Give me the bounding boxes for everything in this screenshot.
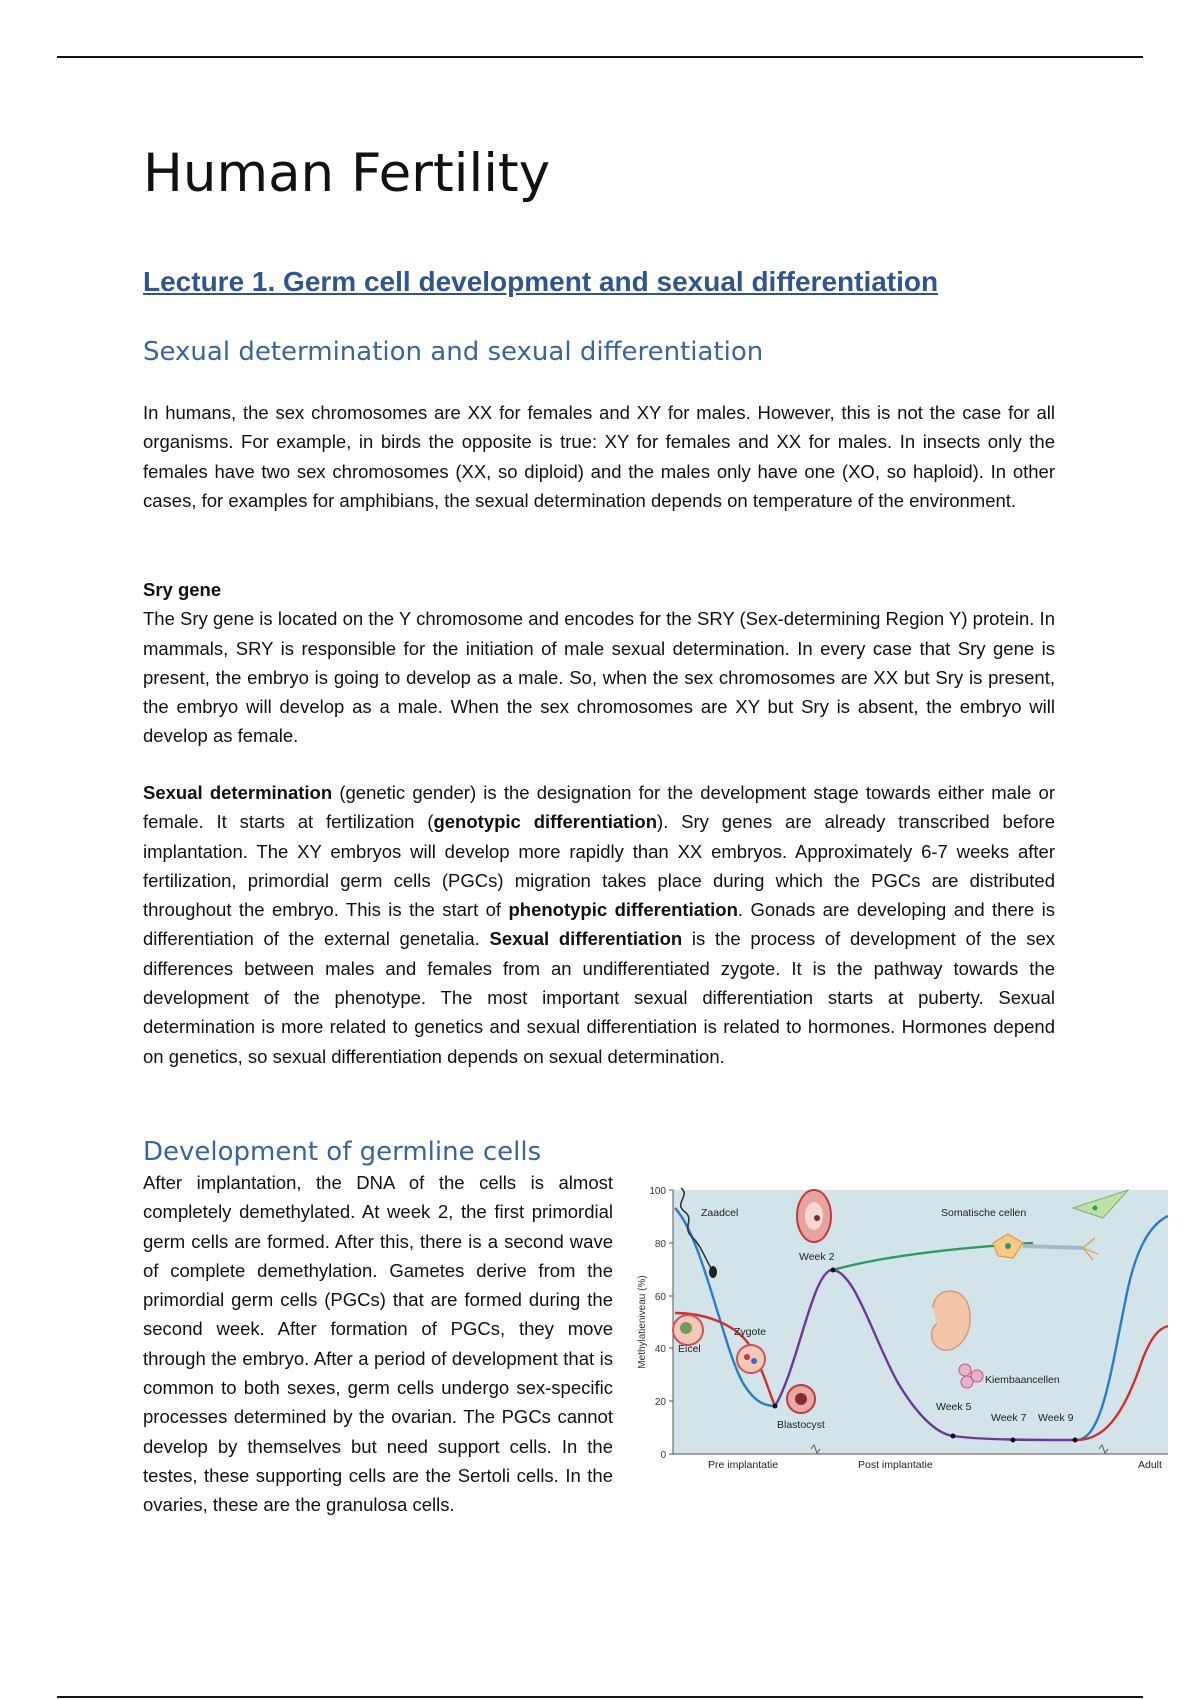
- blastocyst-illustration: [787, 1385, 815, 1413]
- egg-illustration: [673, 1315, 703, 1345]
- sry-paragraph: The Sry gene is located on the Y chromosome and encodes for the SRY (Sex-determining Region Y) protein. In mammals, SRY is responsible for the initiation of male sexual determination. In every case that Sry gene is present, the embryo is going to develop as a male. So, when the sex chromosomes are XX but Sry is present, the embryo will develop as a male. When the sex chromosomes are XY but Sry is absent, the embryo will develop as female.: [143, 608, 1055, 747]
- lecture-heading: Lecture 1. Germ cell development and sexual differentiation: [143, 266, 939, 297]
- label-week5: Week 5: [936, 1401, 972, 1413]
- label-pre-implantatie: Pre implantatie: [708, 1459, 779, 1471]
- label-week9: Week 9: [1038, 1412, 1074, 1424]
- label-week2: Week 2: [799, 1251, 835, 1263]
- term-sexual-differentiation: Sexual differentiation: [489, 928, 683, 950]
- methylation-figure: [633, 1168, 1168, 1480]
- header-rule: [57, 56, 1143, 58]
- label-post-implantatie: Post implantatie: [858, 1459, 933, 1471]
- y-axis-label: Methylatieniveau (%): [637, 1275, 648, 1369]
- y-tick-80: 80: [654, 1239, 666, 1250]
- y-tick-60: 60: [654, 1292, 666, 1303]
- determination-text-1: (genetic gender) is the designation for the development stage towards either male or female. It starts at fertilization (: [143, 782, 1055, 833]
- intro-paragraph: In humans, the sex chromosomes are XX for females and XY for males. However, this is not the case for all organisms. For example, in birds the opposite is true: XY for females and XX for males. In insects only the females have two sex chromosomes (XX, so diploid) and the males only have one (XO, so haploid). In other cases, for examples for amphibians, the sexual determination depends on temperature of the environment.: [143, 402, 1055, 511]
- term-sexual-determination: Sexual determination: [143, 782, 333, 803]
- sry-subheading: Sry gene: [143, 579, 222, 600]
- y-tick-0: 0: [660, 1450, 666, 1461]
- label-kiembaancellen: Kiembaancellen: [985, 1374, 1060, 1386]
- zygote-illustration: [737, 1345, 765, 1373]
- y-ticks: [669, 1190, 673, 1454]
- y-tick-100: 100: [649, 1186, 666, 1197]
- label-zygote: Zygote: [734, 1326, 767, 1338]
- document-title: Human Fertility: [143, 143, 551, 204]
- label-week7: Week 7: [991, 1412, 1027, 1424]
- term-genotypic-differentiation: genotypic differentiation: [433, 811, 658, 833]
- germline-section: [143, 1168, 1162, 1520]
- determination-paragraph: [143, 778, 1055, 1071]
- y-tick-20: 20: [654, 1397, 666, 1408]
- label-zaadcel: Zaadcel: [701, 1207, 739, 1219]
- label-adult: Adult: [1138, 1459, 1162, 1471]
- label-blastocyst: Blastocyst: [777, 1419, 825, 1431]
- label-eicel: Eicel: [678, 1343, 701, 1355]
- determination-text-3: . Gonads are developing and there is differentiation of the external genetalia.: [143, 899, 1055, 950]
- label-somatische-cellen: Somatische cellen: [941, 1207, 1027, 1219]
- y-tick-40: 40: [654, 1344, 666, 1355]
- determination-text-2: ). Sry genes are already transcribed before implantation. The XY embryos will develop more rapidly than XX embryos. Approximately 6-7 weeks after fertilization, primordial germ cells (PGCs) migration takes place during which the PGCs are distributed throughout the embryo. This is the start of: [143, 811, 1055, 921]
- section-heading-sexual-determination: Sexual determination and sexual differentiation: [143, 337, 764, 367]
- determination-text-4: is the process of development of the sex differences between males and females from an undifferentiated zygote. It is the pathway towards the development of the phenotype. The most important sexual differentiation starts at puberty. Sexual determination is more related to genetics and sexual differentiation is related to hormones. Hormones depend on genetics, so sexual differentiation depends on sexual determination.: [143, 928, 1055, 1067]
- footer-rule: [57, 1696, 1143, 1698]
- sry-section: [143, 575, 1055, 751]
- week2-embryo-illustration: [797, 1190, 831, 1242]
- section-heading-germline: Development of germline cells: [143, 1137, 542, 1167]
- term-phenotypic-differentiation: phenotypic differentiation: [508, 899, 738, 921]
- germline-paragraph: After implantation, the DNA of the cells is almost completely demethylated. At week 2, the first primordial germ cells are formed. After this, there is a second wave of complete demethylation. Gametes derive from the primordial germ cells (PGCs) that are formed during the second week. After formation of PGCs, they move through the embryo. After a period of development that is common to both sexes, germ cells undergo sex-specific processes determined by the ovarian. The PGCs cannot develop by themselves but need support cells. In the testes, these supporting cells are the Sertoli cells. In the ovaries, these are the granulosa cells.: [143, 1172, 613, 1516]
